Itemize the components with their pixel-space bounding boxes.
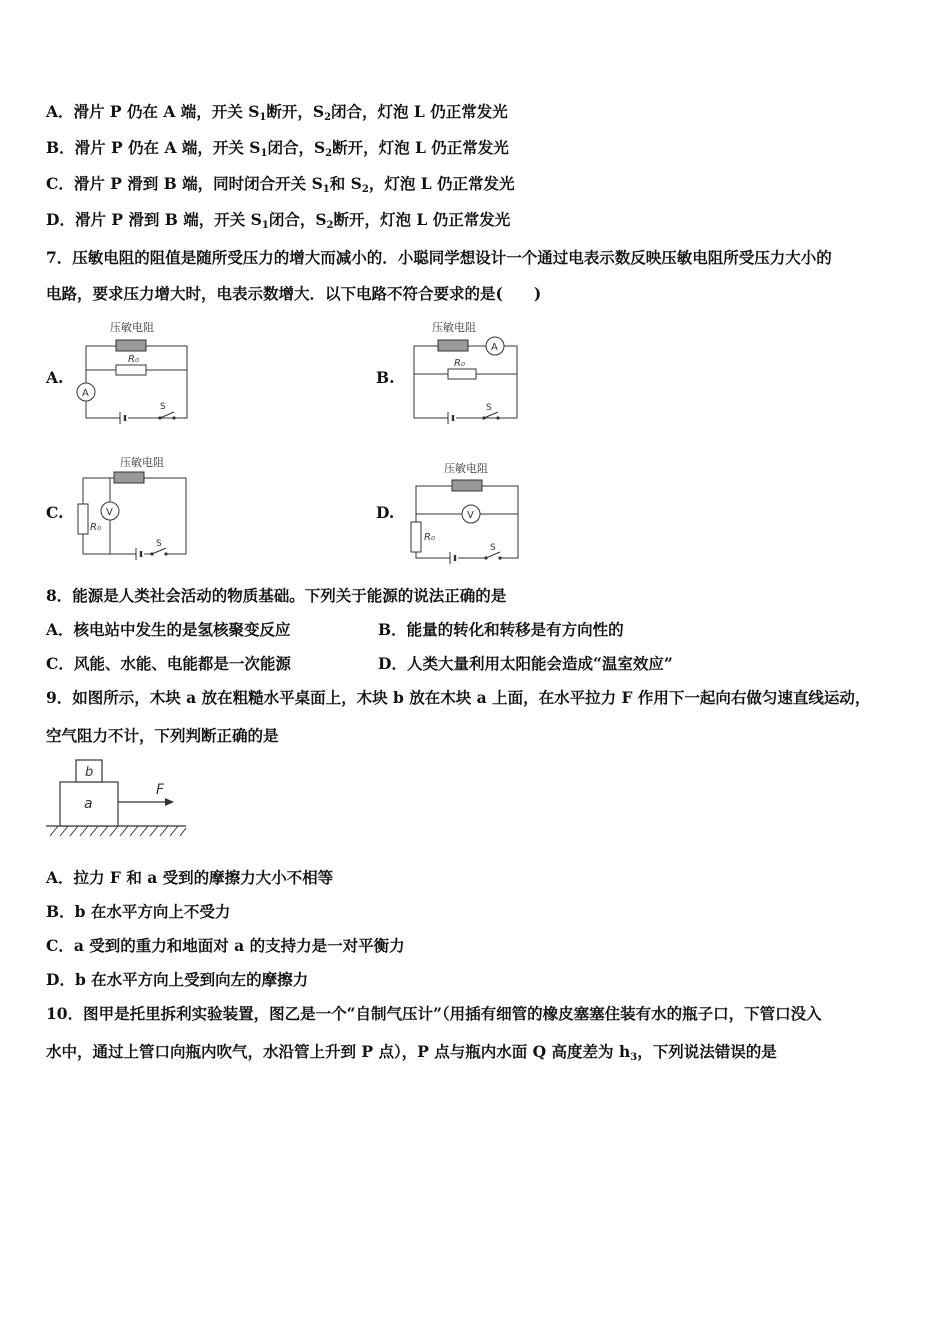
ammeter-label: A (491, 342, 498, 353)
q6-option-d: D．滑片 P 滑到 B 端，开关 $S_1$闭合，$S_2$断开，灯泡 L 仍正常发光 (46, 210, 511, 231)
block-a-label: a (84, 796, 93, 812)
q9-option-c: C．a 受到的重力和地面对 a 的支持力是一对平衡力 (46, 936, 405, 955)
r0-label: R₀ (128, 354, 139, 365)
q9-option-d: D．b 在水平方向上受到向左的摩擦力 (46, 970, 309, 989)
r0-resistor (411, 522, 421, 552)
circuit-d-diagram (404, 458, 528, 566)
force-label: F (156, 782, 165, 798)
circuit-c-diagram (70, 456, 192, 564)
q8-option-c: C．风能、水能、电能都是一次能源 (46, 654, 291, 673)
voltmeter-label: V (106, 507, 113, 518)
q9-option-a: A．拉力 F 和 a 受到的摩擦力大小不相等 (46, 868, 334, 887)
pressure-sensor-resistor (114, 472, 144, 483)
pressure-sensor-resistor (452, 480, 482, 491)
q10-stem-line1: 10．图甲是托里拆利实验装置，图乙是一个“自制气压计”（用插有细管的橡皮塞塞住装有水的瓶子口，下管口没入 (46, 1004, 822, 1023)
pressure-sensor-resistor (116, 340, 146, 351)
switch-label: S (156, 539, 162, 549)
r0-resistor (78, 504, 88, 534)
sensor-label: 压敏电阻 (432, 321, 476, 334)
q6-option-b: B．滑片 P 仍在 A 端，开关 $S_1$闭合，$S_2$断开，灯泡 L 仍正常发光 (46, 138, 509, 159)
q8-stem: 8．能源是人类社会活动的物质基础。下列关于能源的说法正确的是 (46, 586, 507, 605)
q8-option-a: A．核电站中发生的是氢核聚变反应 (46, 620, 291, 639)
q7-label-c: C. (46, 503, 64, 522)
q8-option-d: D．人类大量利用太阳能会造成“温室效应” (378, 654, 673, 673)
ground-hatching (50, 826, 186, 836)
sensor-label: 压敏电阻 (110, 321, 154, 334)
switch-label: S (486, 403, 492, 413)
q9-option-b: B．b 在水平方向上不受力 (46, 902, 231, 921)
q7-label-d: D. (376, 503, 395, 522)
q10-stem-line2: 水中，通过上管口向瓶内吹气，水沿管上升到 P 点），P 点与瓶内水面 Q 高度差为 $h_3$，下列说法错误的是 (46, 1042, 777, 1063)
q6-option-c: C．滑片 P 滑到 B 端，同时闭合开关 $S_1$和 $S_2$，灯泡 L 仍正常发光 (46, 174, 515, 195)
pressure-sensor-resistor (438, 340, 468, 351)
q7-label-b: B. (376, 368, 395, 387)
switch-label: S (490, 543, 496, 553)
circuit-b-diagram (404, 318, 526, 424)
voltmeter-label: V (467, 510, 474, 521)
circuit-a-diagram (72, 318, 194, 424)
sensor-label: 压敏电阻 (444, 462, 488, 475)
blocks-diagram (44, 756, 190, 842)
block-b-label: b (85, 765, 94, 780)
switch-label: S (160, 402, 166, 412)
q7-stem-line1: 7．压敏电阻的阻值是随所受压力的增大而减小的．小聪同学想设计一个通过电表示数反映压敏电阻所受压力大小的 (46, 248, 832, 267)
r0-label: R₀ (424, 532, 435, 543)
sensor-label: 压敏电阻 (120, 456, 164, 469)
q8-option-b: B．能量的转化和转移是有方向性的 (378, 620, 624, 639)
q9-stem-line2: 空气阻力不计，下列判断正确的是 (46, 726, 279, 745)
ammeter-label: A (82, 388, 89, 399)
r0-resistor (448, 369, 476, 379)
q7-label-a: A. (46, 368, 64, 387)
r0-label: R₀ (454, 358, 465, 369)
r0-resistor (116, 365, 146, 375)
arrow-head-icon (165, 798, 174, 806)
r0-label: R₀ (90, 522, 101, 533)
q7-stem-line2: 电路，要求压力增大时，电表示数增大．以下电路不符合要求的是( ) (46, 284, 542, 303)
q9-stem-line1: 9．如图所示，木块 a 放在粗糙水平桌面上，木块 b 放在木块 a 上面，在水平拉力 F 作用下一起向右做匀速直线运动， (46, 688, 871, 707)
q6-option-a: A．滑片 P 仍在 A 端，开关 $S_1$断开，$S_2$闭合，灯泡 L 仍正常发光 (46, 102, 508, 123)
